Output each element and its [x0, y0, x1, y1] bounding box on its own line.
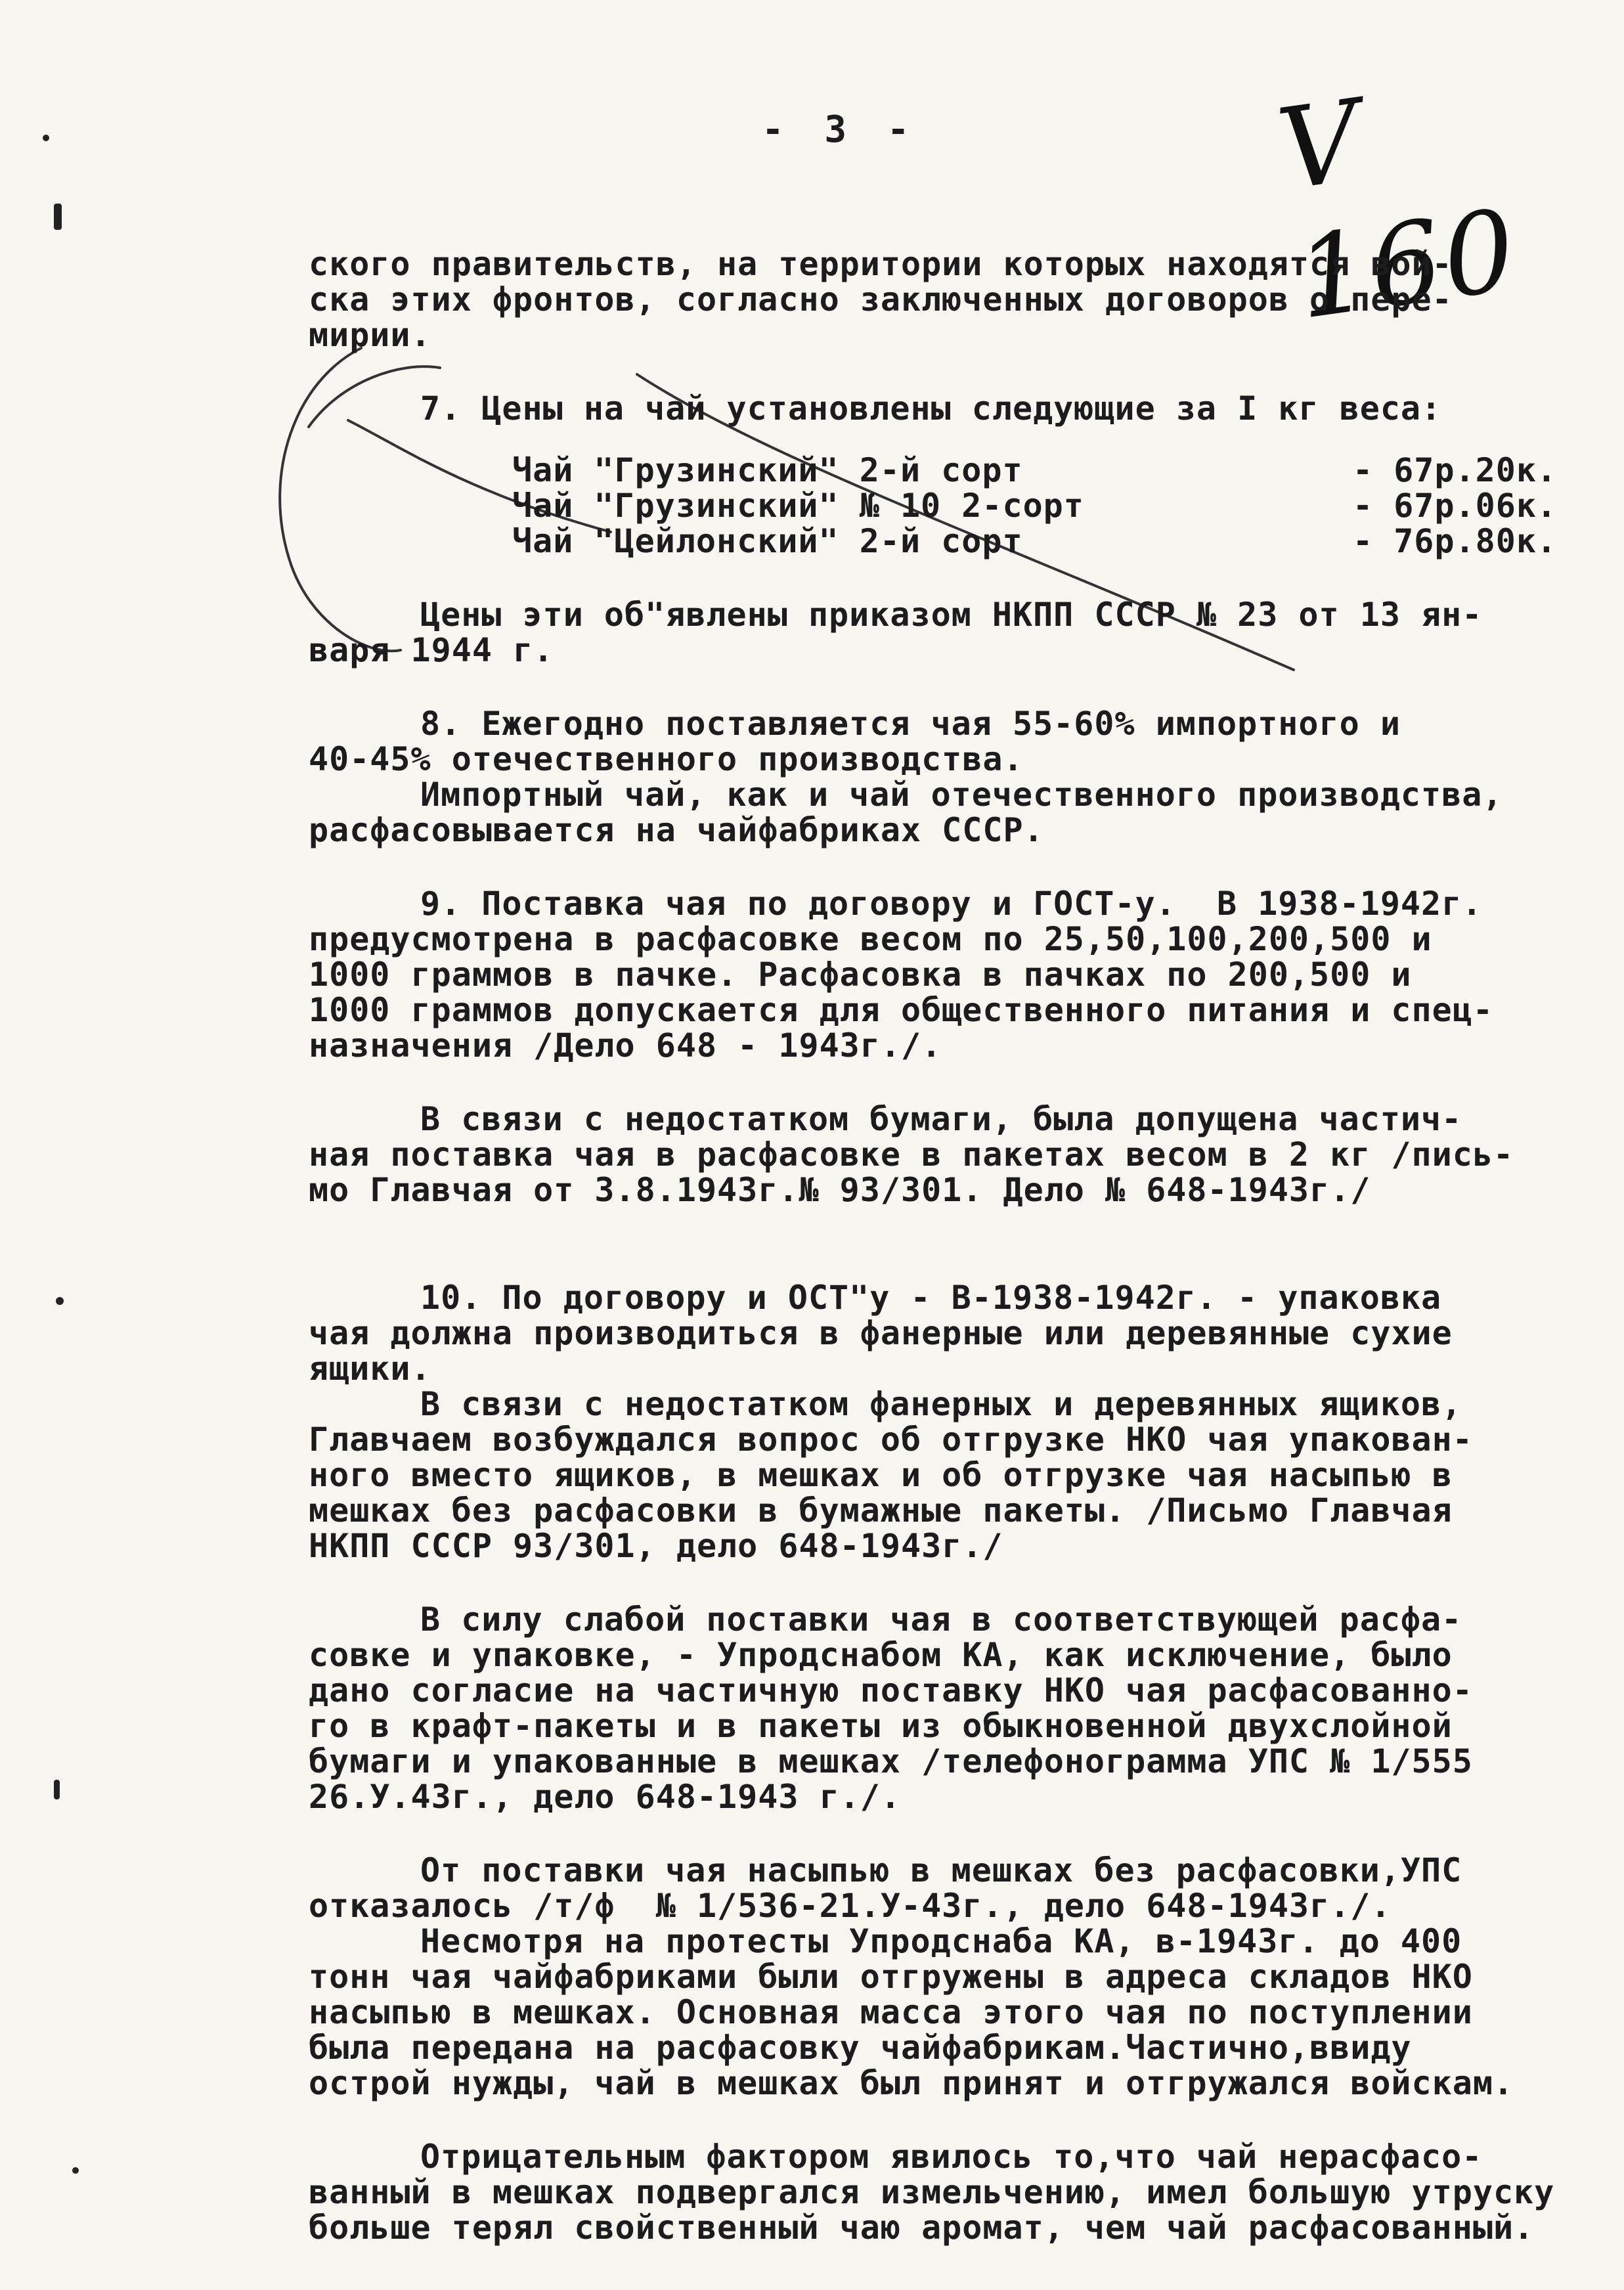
paragraph-10: [309, 1280, 1609, 1564]
tea-name: Чай "Грузинский" № 10 2-сорт: [512, 487, 1084, 525]
text-line: больше терял свойственный чаю аромат, чем чай расфасованный.: [309, 2209, 1535, 2247]
text-line: ска этих фронтов, согласно заключенных договоров о пере-: [309, 280, 1453, 319]
text-line: назначения /Дело 648 - 1943г./.: [309, 1026, 942, 1065]
paragraph-11: [309, 1602, 1609, 1815]
text-line: В связи с недостатком фанерных и деревянных ящиков,: [420, 1385, 1462, 1423]
scan-speck: [54, 204, 62, 230]
text-line: ского правительств, на территории которых находятся вой-: [309, 245, 1453, 283]
paragraph-intro: [309, 246, 1609, 353]
paragraph-9b: [309, 1101, 1609, 1208]
text-line: 8. Ежегодно поставляется чая 55-60% импортного и: [420, 705, 1401, 743]
price-row: [309, 452, 1609, 488]
text-line: Главчаем возбуждался вопрос об отгрузке НКО чая упакован-: [309, 1420, 1473, 1459]
text-line: дано согласие на частичную поставку НКО чая расфасованно-: [309, 1671, 1473, 1709]
text-line: ванный в мешках подвергался измельчению, имел большую утруску: [309, 2173, 1555, 2211]
text-line: бумаги и упакованные в мешках /телефонограмма УПС № 1/555: [309, 1742, 1473, 1780]
scan-speck: [56, 1297, 64, 1305]
tea-price: - 76р.80к.: [1353, 522, 1558, 560]
scan-speck: [43, 135, 49, 141]
text-line: острой нужды, чай в мешках был принят и отгружался войскам.: [309, 2064, 1514, 2102]
text-line: 1000 граммов допускается для общественного питания и спец-: [309, 991, 1493, 1029]
price-list: [309, 452, 1609, 559]
handwritten-note: V 160: [1270, 75, 1526, 345]
scan-speck: [72, 2167, 79, 2174]
text-line: совке и упаковке, - Упродснабом КА, как исключение, было: [309, 1636, 1453, 1674]
paragraph-8: [309, 706, 1609, 848]
text-line: была передана на расфасовку чайфабрикам.Частично,ввиду: [309, 2029, 1412, 2067]
text-line: насыпью в мешках. Основная масса этого чая по поступлении: [309, 1993, 1473, 2031]
paragraph-7: [309, 391, 1609, 668]
paragraph-12: [309, 1853, 1609, 2101]
paragraph-9: [309, 886, 1609, 1063]
tea-price: - 67р.20к.: [1353, 451, 1558, 489]
price-row: [309, 488, 1609, 523]
page-number: - 3 -: [762, 108, 919, 151]
text-line: отказалось /т/ф № 1/536-21.У-43г., дело 648-1943г./.: [309, 1887, 1392, 1925]
text-line: ная поставка чая в расфасовке в пакетах весом в 2 кг /пись-: [309, 1135, 1514, 1174]
text-line: мо Главчая от 3.8.1943г.№ 93/301. Дело № 648-1943г./: [309, 1171, 1371, 1209]
text-line: Импортный чай, как и чай отечественного производства,: [420, 776, 1503, 814]
text-line: го в крафт-пакеты и в пакеты из обыкновенной двухслойной: [309, 1707, 1453, 1745]
text-line: ного вместо ящиков, в мешках и об отгрузке чая насыпью в: [309, 1456, 1453, 1494]
text-line: НКПП СССР 93/301, дело 648-1943г./: [309, 1527, 1003, 1565]
text-line: мешках без расфасовки в бумажные пакеты. /Письмо Главчая: [309, 1491, 1453, 1530]
text-line: 40-45% отечественного производства.: [309, 740, 1024, 778]
text-line: Несмотря на протесты Упродснаба КА, в-1943г. до 400: [420, 1922, 1462, 1960]
scan-speck: [54, 1780, 60, 1799]
text-line: От поставки чая насыпью в мешках без расфасовки,УПС: [420, 1851, 1462, 1889]
text-line: варя 1944 г.: [309, 631, 554, 669]
price-row: [309, 523, 1609, 559]
tea-name: Чай "Цейлонский" 2-й сорт: [512, 522, 1023, 560]
text-line: ящики.: [309, 1350, 431, 1388]
paragraph-13: [309, 2139, 1609, 2245]
text-line: Отрицательным фактором явилось то,что чай нерасфасо-: [420, 2138, 1483, 2176]
text-line: мирии.: [309, 316, 431, 354]
text-line: 26.У.43г., дело 648-1943 г./.: [309, 1778, 901, 1816]
tea-name: Чай "Грузинский" 2-й сорт: [512, 451, 1023, 489]
text-line: 9. Поставка чая по договору и ГОСТ-у. В 1938-1942г.: [420, 885, 1483, 923]
text-line: В связи с недостатком бумаги, была допущена частич-: [420, 1100, 1462, 1138]
section-7-heading: 7. Цены на чай установлены следующие за I кг веса:: [420, 389, 1442, 428]
text-line: 1000 граммов в пачке. Расфасовка в пачках по 200,500 и: [309, 956, 1412, 994]
text-line: предусмотрена в расфасовке весом по 25,50,100,200,500 и: [309, 920, 1432, 958]
tea-price: - 67р.06к.: [1353, 487, 1558, 525]
text-line: чая должна производиться в фанерные или деревянные сухие: [309, 1314, 1453, 1352]
text-line: тонн чая чайфабриками были отгружены в адреса складов НКО: [309, 1958, 1473, 1996]
text-line: 10. По договору и ОСТ"у - В-1938-1942г. - упаковка: [420, 1279, 1442, 1317]
text-line: В силу слабой поставки чая в соответствующей расфа-: [420, 1600, 1462, 1639]
text-line: расфасовывается на чайфабриках СССР.: [309, 811, 1044, 849]
text-line: Цены эти об"явлены приказом НКПП СССР № 23 от 13 ян-: [420, 596, 1483, 634]
document-body: [309, 246, 1609, 2245]
